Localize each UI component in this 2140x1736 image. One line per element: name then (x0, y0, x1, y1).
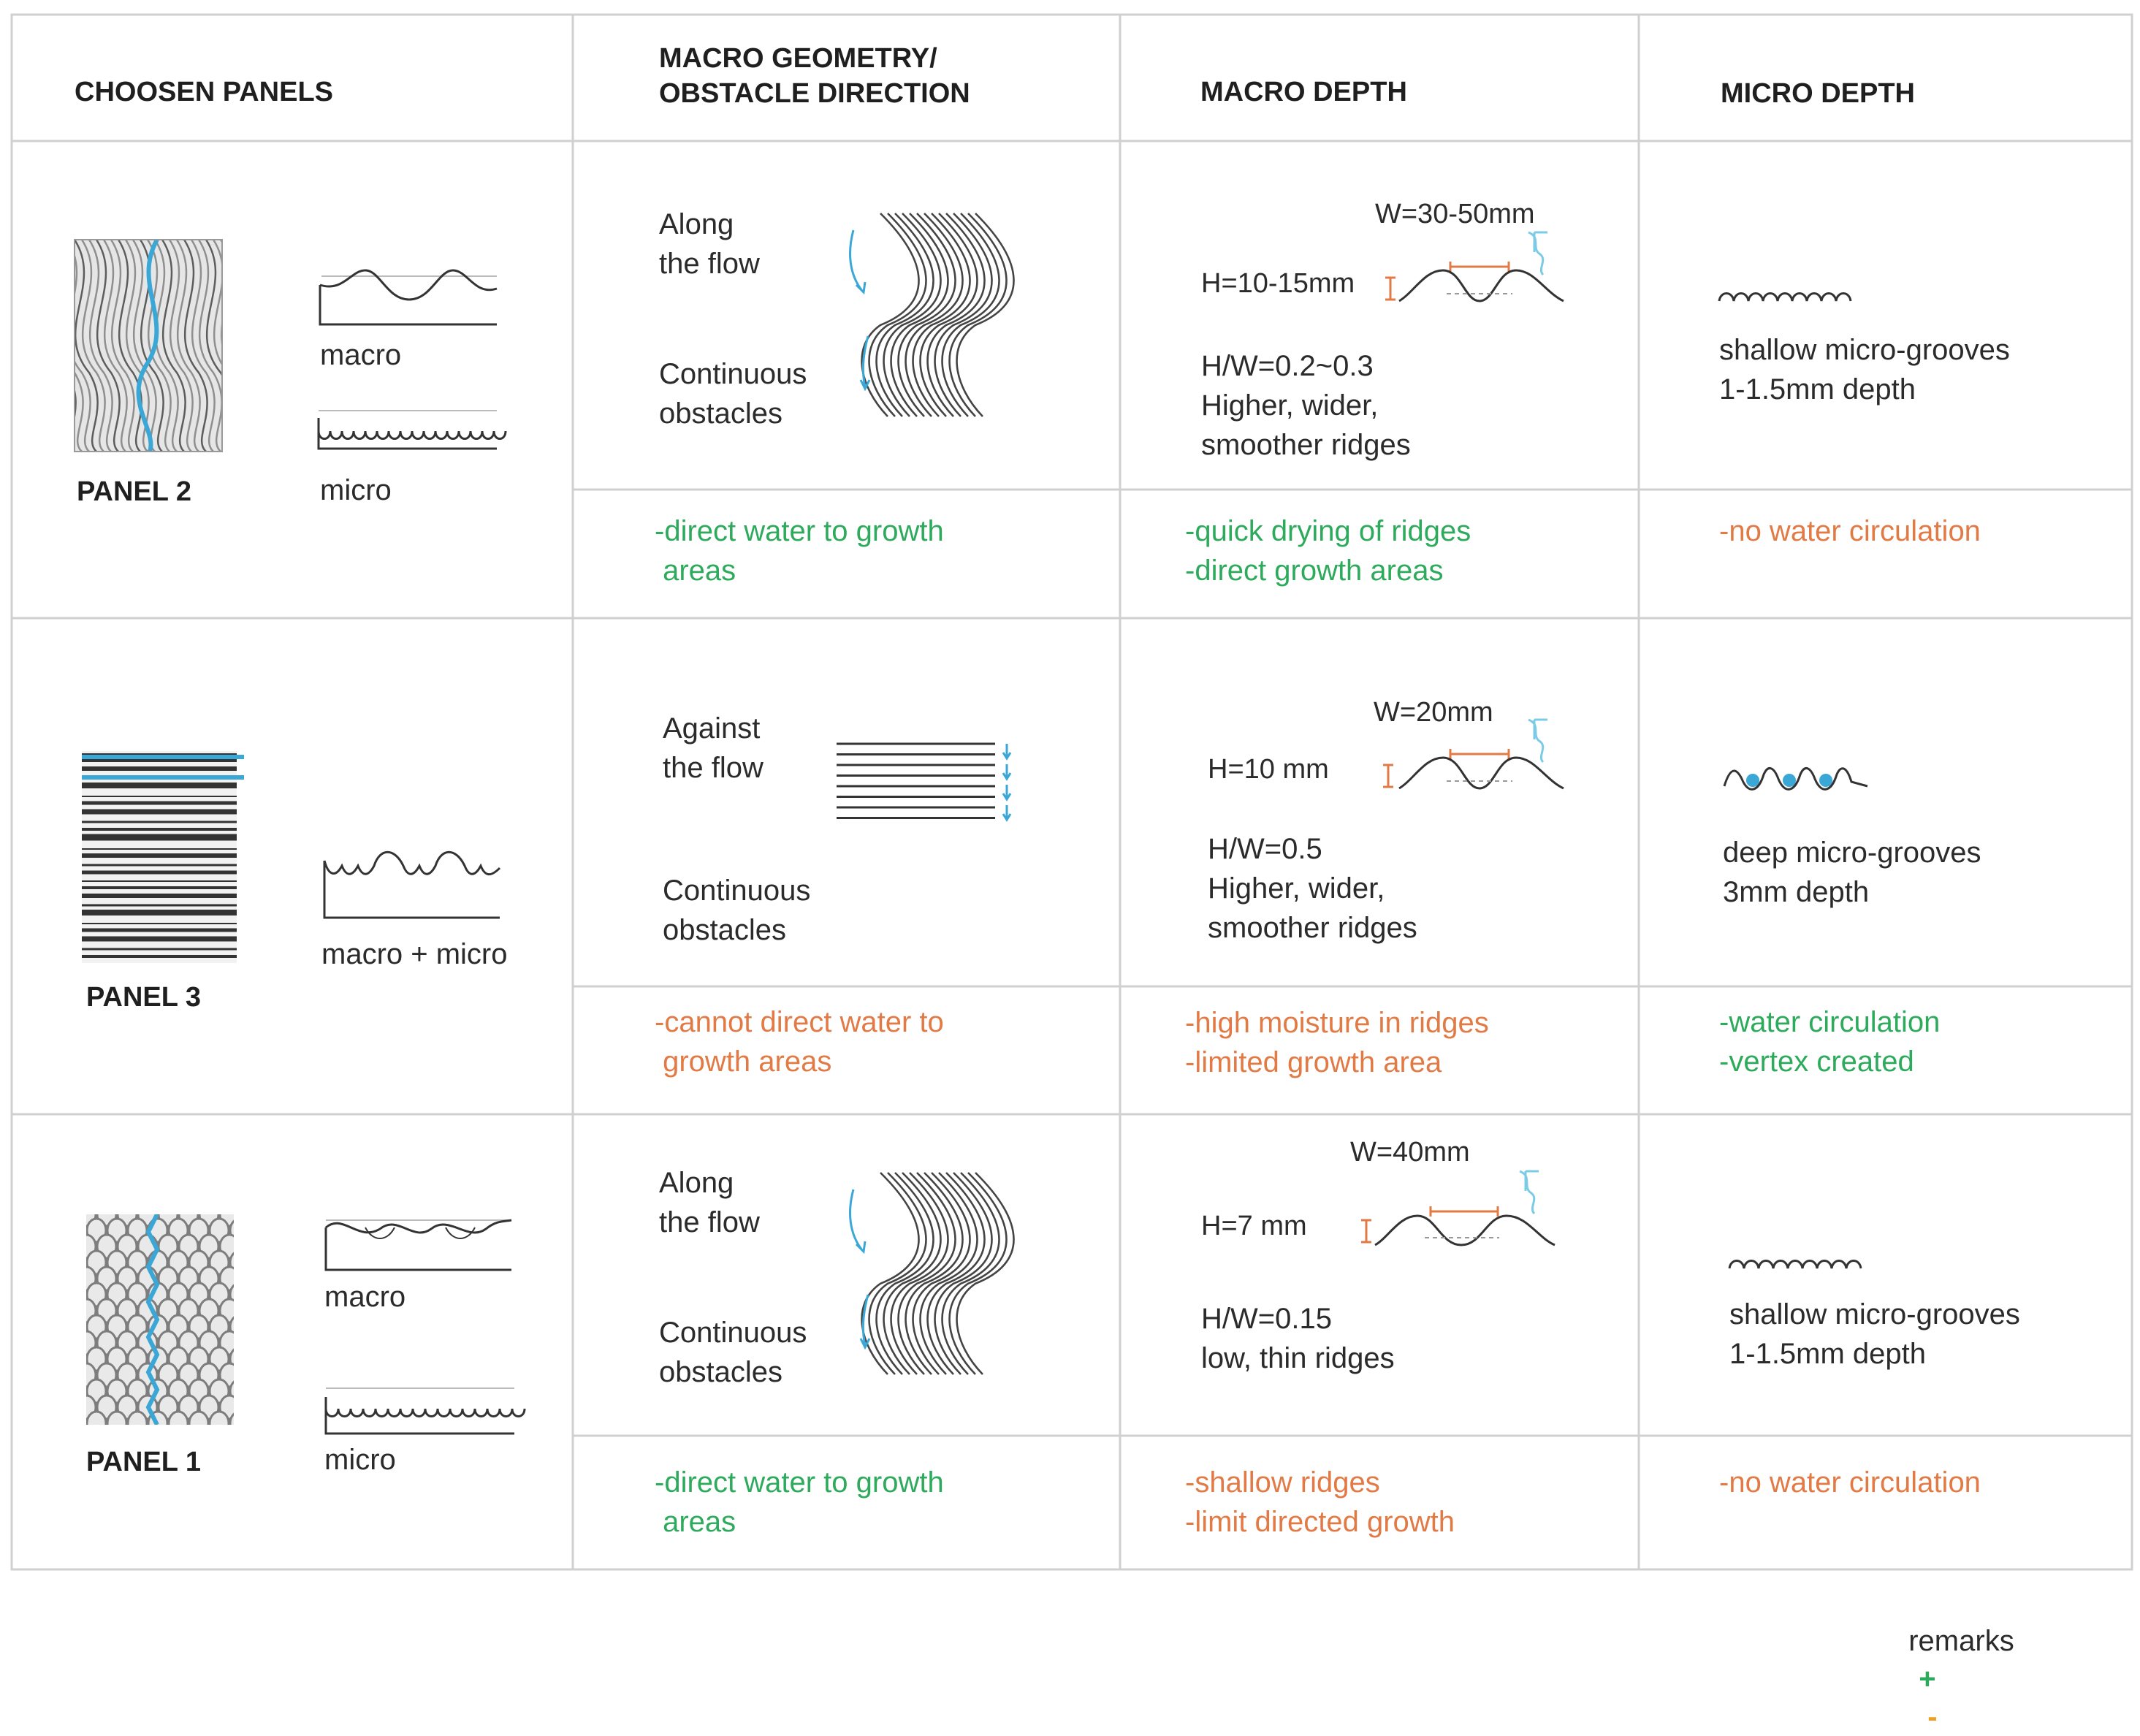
ridge-height: H=10-15mm (1201, 268, 1355, 299)
ridge-width: W=20mm (1374, 697, 1493, 728)
header-chosen-panels: CHOOSEN PANELS (75, 77, 334, 107)
remark-geometry: -direct water to growth areas (655, 1466, 944, 1538)
row2-moisture-icon (1528, 720, 1547, 762)
flow-direction: Against the flow (663, 712, 764, 784)
panel-2-texture (31, 240, 281, 452)
remark-micro-depth: -no water circulation (1719, 1466, 1981, 1499)
panel-label: PANEL 1 (86, 1447, 201, 1477)
header-micro-depth: MICRO DEPTH (1721, 78, 1915, 109)
panel-label: PANEL 2 (77, 476, 191, 507)
row2-flow-arrows-icon (1003, 744, 1010, 820)
macro-depth-description: H/W=0.2~0.3 Higher, wider, smoother ridges (1201, 350, 1411, 461)
ridge-width: W=30-50mm (1375, 199, 1535, 229)
ridge-height: H=7 mm (1201, 1211, 1307, 1241)
obstacle-type: Continuous obstacles (663, 875, 811, 946)
remark-geometry: -direct water to growth areas (655, 515, 944, 587)
panel-1-texture (77, 1203, 249, 1435)
row3-shallow-groove-icon (1729, 1261, 1861, 1269)
micro-depth-description: shallow micro-grooves 1-1.5mm depth (1719, 334, 2010, 406)
remark-macro-depth: -quick drying of ridges -direct growth areas (1185, 515, 1471, 587)
row1-shallow-groove-icon (1719, 294, 1851, 302)
row3-moisture-icon (1520, 1171, 1539, 1214)
row1-ridge-diagram (1385, 232, 1564, 301)
legend-label: remarks (1908, 1625, 2014, 1657)
header-macro-geometry: MACRO GEOMETRY/ OBSTACLE DIRECTION (659, 43, 970, 109)
flow-direction: Along the flow (659, 1167, 760, 1238)
panel-3-macro-micro-profile (324, 852, 500, 918)
row2-ridge-diagram (1383, 720, 1564, 788)
row3-wavy-obstacles-icon (862, 1173, 1014, 1374)
remark-micro-depth: -water circulation -vertex created (1719, 1006, 1941, 1078)
row1-flow-arrows-icon (850, 230, 869, 389)
profile-label-micro: micro (320, 474, 392, 506)
profile-label-macro: macro (320, 339, 402, 371)
row1-wavy-obstacles-icon (862, 213, 1014, 416)
micro-depth-description: deep micro-grooves 3mm depth (1723, 837, 1981, 908)
flow-direction: Along the flow (659, 208, 760, 280)
remark-macro-depth: -high moisture in ridges -limited growth area (1185, 1007, 1489, 1078)
profile-label-micro: micro (324, 1444, 396, 1476)
profile-label-macro-micro: macro + micro (321, 938, 508, 970)
ridge-width: W=40mm (1350, 1137, 1470, 1168)
row1-moisture-icon (1528, 232, 1547, 275)
panel-2-micro-profile (319, 411, 506, 449)
header-macro-depth: MACRO DEPTH (1200, 77, 1407, 107)
remark-micro-depth: -no water circulation (1719, 515, 1981, 547)
micro-depth-description: shallow micro-grooves 1-1.5mm depth (1729, 1298, 2020, 1370)
row2-deep-groove-icon (1724, 768, 1867, 789)
panel-2-macro-profile (320, 270, 497, 324)
panel-label: PANEL 3 (86, 982, 201, 1013)
row3-ridge-diagram (1361, 1171, 1555, 1245)
obstacle-type: Continuous obstacles (659, 358, 807, 430)
remark-macro-depth: -shallow ridges -limit directed growth (1185, 1466, 1455, 1538)
profile-label-macro: macro (324, 1281, 406, 1313)
remark-geometry: -cannot direct water to growth areas (655, 1006, 944, 1078)
macro-depth-description: H/W=0.15 low, thin ridges (1201, 1303, 1395, 1374)
legend-positive-symbol: + (1919, 1663, 1936, 1695)
panel-3-texture (82, 751, 237, 963)
panel-1-micro-profile (326, 1388, 525, 1434)
row3-flow-arrows-icon (850, 1189, 869, 1347)
legend-negative-symbol: - (1927, 1701, 1938, 1733)
panel-1-macro-profile (326, 1220, 511, 1270)
ridge-height: H=10 mm (1208, 754, 1329, 785)
macro-depth-description: H/W=0.5 Higher, wider, smoother ridges (1208, 833, 1417, 944)
obstacle-type: Continuous obstacles (659, 1317, 807, 1388)
remarks-legend (1892, 1584, 2014, 1736)
row2-horizontal-obstacles-icon (837, 744, 995, 818)
